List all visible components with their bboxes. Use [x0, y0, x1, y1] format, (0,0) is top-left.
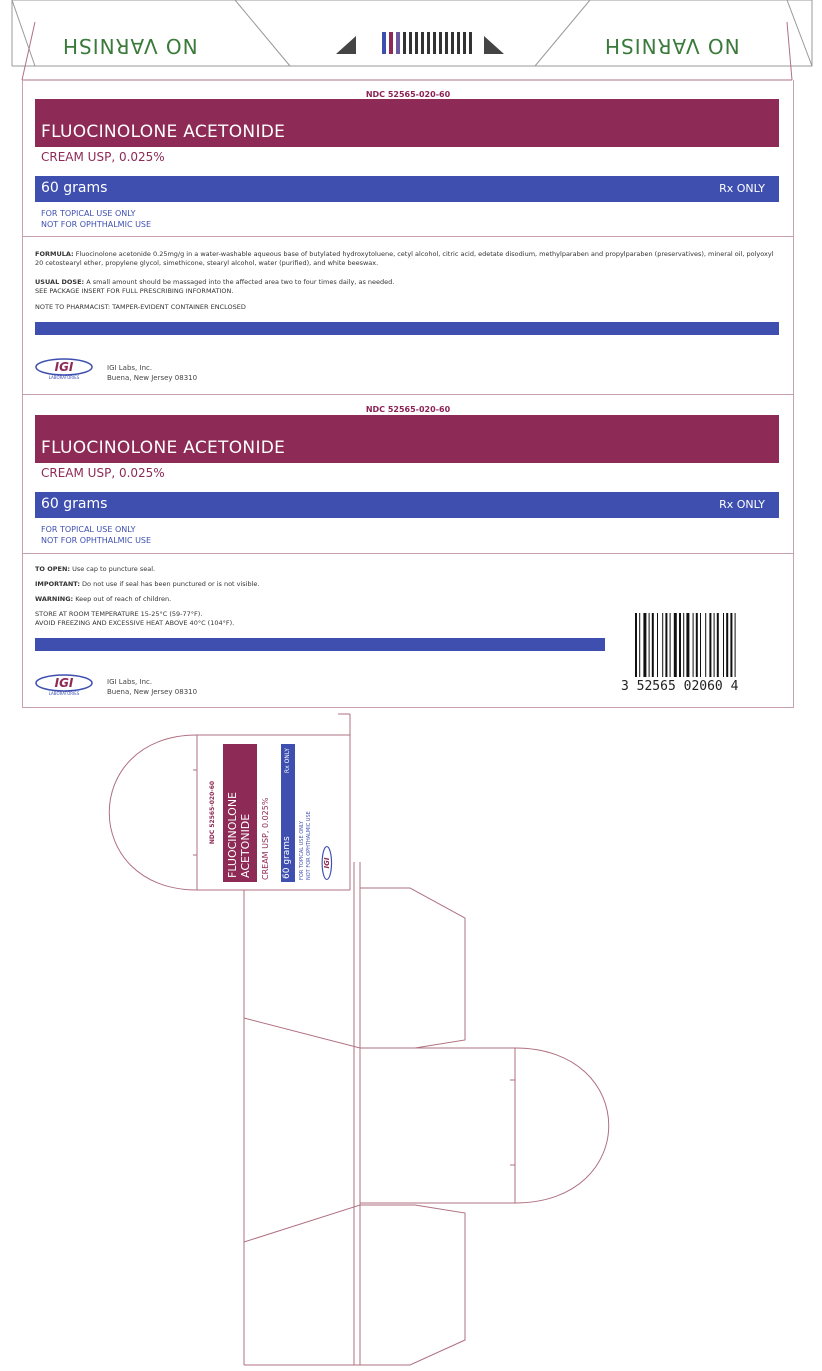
logo-text: IGI — [54, 676, 74, 690]
dose-text: A small amount should be massaged into the affected area two to four times daily, as needed. — [86, 278, 395, 286]
warning-text: Keep out of reach of children. — [75, 595, 172, 603]
ndc-number: NDC 52565-020-60 — [365, 90, 451, 99]
insert-text: SEE PACKAGE INSERT FOR FULL PRESCRIBING INFORMATION. — [35, 287, 234, 295]
front-panel-2 — [22, 395, 794, 708]
company-address: Buena, New Jersey 08310 — [107, 688, 198, 696]
side-form: CREAM USP, 0.025% — [261, 797, 270, 880]
company-name: IGI Labs, Inc. — [107, 364, 153, 372]
route-not-ophthalmic: NOT FOR OPHTHALMIC USE — [41, 220, 152, 229]
side-igi-logo — [321, 846, 335, 880]
storage-line-1: STORE AT ROOM TEMPERATURE 15-25°C (59-77°F). — [35, 610, 203, 618]
formula-block — [35, 250, 775, 268]
barcode-bar — [679, 613, 681, 677]
dose-label: USUAL DOSE: — [35, 278, 85, 286]
barcode-bar — [730, 613, 732, 677]
side-route-topical: FOR TOPICAL USE ONLY — [299, 820, 305, 880]
rx-only: Rx ONLY — [719, 182, 765, 195]
drug-name: FLUOCINOLONE ACETONIDE — [41, 438, 286, 458]
side-drug-band — [223, 744, 257, 882]
barcode-bar — [639, 613, 640, 677]
quantity-band — [35, 492, 779, 518]
side-route — [299, 811, 313, 880]
blue-rule — [35, 322, 779, 335]
barcode-bar — [705, 613, 706, 677]
right-triangle-icon — [484, 36, 504, 54]
drug-form: CREAM USP, 0.025% — [41, 466, 165, 480]
registration-marks — [330, 30, 530, 58]
barcode-bar — [709, 613, 711, 677]
formula-label: FORMULA: — [35, 250, 74, 258]
company-address: Buena, New Jersey 08310 — [107, 374, 198, 382]
quantity: 60 grams — [41, 496, 108, 512]
company-info — [107, 363, 197, 383]
company-name: IGI Labs, Inc. — [107, 678, 153, 686]
side-quantity-band — [281, 744, 295, 882]
logo-sub: LABORATORIES — [48, 691, 80, 696]
side-rx: Rx ONLY — [284, 748, 291, 774]
barcode-bar — [686, 613, 689, 677]
logo-text: IGI — [54, 360, 74, 374]
barcode-bar — [652, 613, 654, 677]
side-panel-rotated — [197, 735, 349, 890]
warning-block — [35, 595, 775, 604]
barcode-bar — [723, 613, 724, 677]
storage-line-2: AVOID FREEZING AND EXCESSIVE HEAT ABOVE 40°C (104°F). — [35, 619, 235, 627]
barcode-bar — [635, 613, 637, 677]
barcode-bar — [649, 613, 650, 677]
drug-name-band — [35, 99, 779, 147]
barcode-bar — [735, 613, 736, 677]
side-panel — [197, 735, 349, 890]
barcode-bar — [696, 613, 698, 677]
color-bar-marks — [382, 32, 472, 54]
blue-rule — [35, 638, 605, 651]
barcode-bar — [670, 613, 671, 677]
barcode-bar — [657, 613, 658, 677]
warning-label: WARNING: — [35, 595, 74, 603]
barcode-bar — [683, 613, 684, 677]
side-drug-line2: ACETONIDE — [239, 813, 252, 878]
upc-digits: 3 52565 02060 4 — [621, 679, 739, 694]
barcode-bar — [726, 613, 728, 677]
dose-block — [35, 278, 775, 287]
formula-text: Fluocinolone acetonide 0.25mg/g in a water-washable aqueous base of butylated hydroxytoluene, cetyl alcohol, citric acid, edetate disodium, methylparaben and propylparaben (preservatives), mineral oil, polyoxyl 20 cetostearyl ether, propylene glycol, simethicone, stearyl alcohol, water (purified), and white beeswax. — [35, 250, 774, 267]
drug-form: CREAM USP, 0.025% — [41, 150, 165, 164]
pharmacist-note: NOTE TO PHARMACIST: TAMPER-EVIDENT CONTAINER ENCLOSED — [35, 303, 246, 311]
igi-logo — [35, 358, 93, 380]
side-drug-line1: FLUOCINOLONE — [226, 791, 239, 878]
barcode-bar — [693, 613, 694, 677]
side-ndc: NDC 52565-020-60 — [209, 780, 216, 845]
quantity: 60 grams — [41, 180, 108, 196]
drug-name-band — [35, 415, 779, 463]
left-triangle-icon — [336, 36, 356, 54]
side-route-not-ophthalmic: NOT FOR OPHTHALMIC USE — [306, 811, 312, 880]
company-info — [107, 677, 197, 697]
side-quantity: 60 grams — [282, 836, 292, 879]
important-label: IMPORTANT: — [35, 580, 80, 588]
side-logo-text: IGI — [322, 857, 332, 869]
ndc-number: NDC 52565-020-60 — [365, 405, 451, 414]
barcode-bar — [662, 613, 663, 677]
quantity-band — [35, 176, 779, 202]
important-text: Do not use if seal has been punctured or is not visible. — [82, 580, 260, 588]
route-topical: FOR TOPICAL USE ONLY — [41, 525, 136, 534]
rx-only: Rx ONLY — [719, 498, 765, 511]
route-topical: FOR TOPICAL USE ONLY — [41, 209, 136, 218]
route-text — [41, 524, 151, 546]
upc-barcode — [631, 613, 771, 679]
divider — [23, 236, 793, 237]
no-varnish-right: NO VARNISH — [604, 34, 740, 58]
barcode-bar — [674, 613, 677, 677]
open-text: Use cap to puncture seal. — [72, 565, 156, 573]
barcode-bar — [717, 613, 719, 677]
route-text — [41, 208, 151, 230]
igi-logo — [35, 674, 93, 696]
logo-sub: LABORATORIES — [48, 375, 80, 380]
front-panel-1 — [22, 80, 794, 395]
barcode-bar — [665, 613, 667, 677]
route-not-ophthalmic: NOT FOR OPHTHALMIC USE — [41, 536, 152, 545]
no-varnish-left: NO VARNISH — [62, 34, 198, 58]
barcode-bar — [643, 613, 646, 677]
open-block — [35, 565, 775, 574]
open-label: TO OPEN: — [35, 565, 70, 573]
barcode-bar — [714, 613, 715, 677]
barcode-bar — [700, 613, 701, 677]
drug-name: FLUOCINOLONE ACETONIDE — [41, 122, 286, 142]
divider — [23, 553, 793, 554]
important-block — [35, 580, 775, 589]
